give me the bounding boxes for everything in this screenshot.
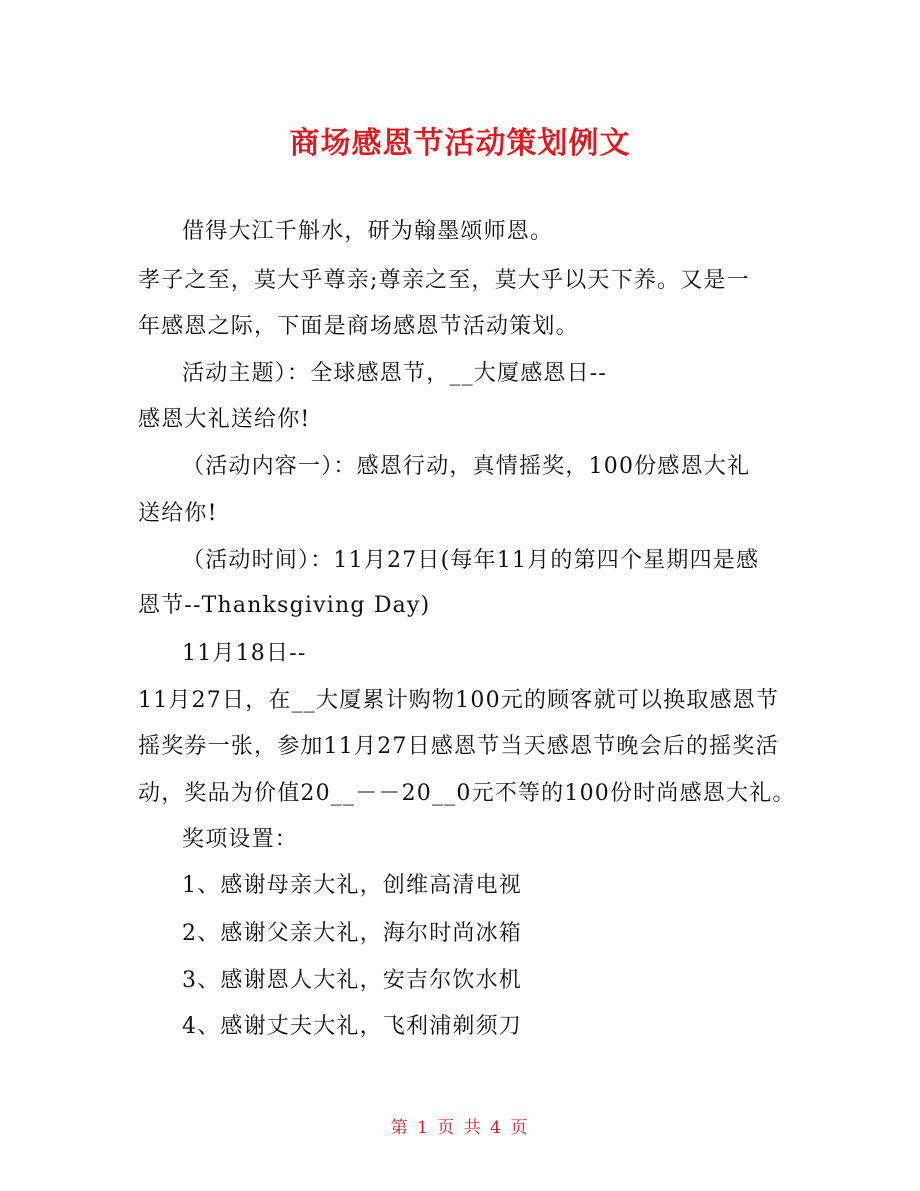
paragraph-line: 奖项设置： [182,827,299,852]
paragraph-line: 动，奖品为价值20__－－20__0元不等的100份时尚感恩大礼。 [138,781,796,806]
paragraph-line: 感恩大礼送给你! [138,407,311,432]
paragraph-line: （活动内容一）：感恩行动，真情摇奖，100份感恩大礼 [182,454,751,479]
paragraph-line: 孝子之至，莫大乎尊亲;尊亲之至，莫大乎以天下养。又是一 [138,268,750,293]
list-item: 3、感谢恩人大礼，安吉尔饮水机 [182,968,522,993]
paragraph-line: 摇奖券一张，参加11月27日感恩节当天感恩节晚会后的摇奖活 [138,734,779,759]
document-title: 商场感恩节活动策划例文 [289,126,631,161]
list-item: 1、感谢母亲大礼，创维高清电视 [182,873,522,898]
page-number-footer: 第 1 页 共 4 页 [390,1118,530,1138]
list-item: 4、感谢丈夫大礼，飞利浦剃须刀 [182,1014,522,1039]
paragraph-line: 年感恩之际，下面是商场感恩节活动策划。 [138,314,579,339]
paragraph-line: （活动时间）：11月27日(每年11月的第四个星期四是感 [182,548,760,573]
list-item: 2、感谢父亲大礼，海尔时尚冰箱 [182,921,522,946]
paragraph-line: 活动主题）：全球感恩节，__大厦感恩日-- [182,361,608,386]
paragraph-line: 11月18日-- [182,641,307,666]
paragraph-line: 借得大江千斛水，研为翰墨颂师恩。 [182,219,554,244]
paragraph-line: 恩节--Thanksgiving Day) [138,593,431,618]
paragraph-line: 11月27日，在__大厦累计购物100元的顾客就可以换取感恩节 [138,688,780,713]
paragraph-line: 送给你! [138,501,218,526]
